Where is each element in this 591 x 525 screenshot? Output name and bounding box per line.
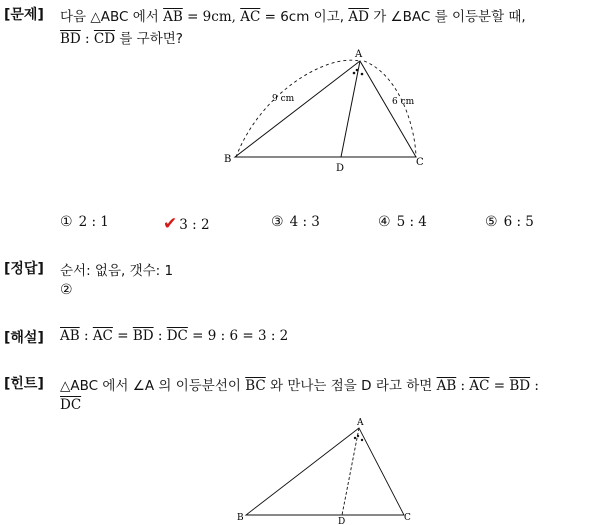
problem-label: [문제] — [4, 7, 44, 23]
problem-line-2: $\overline{BD}$ : $\overline{CD}$ 를 구하면? — [60, 31, 183, 47]
checkmark-icon: ✔ — [163, 214, 178, 234]
hint-point-d-label: D — [338, 517, 346, 525]
point-d-label: D — [336, 163, 345, 174]
solution-label: [해설] — [4, 330, 44, 346]
hint-vertex-c-label: C — [404, 513, 411, 523]
answer-label: [정답] — [4, 261, 44, 277]
triangle-figure-problem — [220, 44, 430, 174]
triangle-figure-hint — [232, 414, 418, 525]
hint-line-2: $\overline{DC}$ — [60, 397, 82, 413]
solution-text: $\overline{AB}$ : $\overline{AC} = \overline{BD}$ : $\overline{DC} = 9$ : 6 = 3 : 2 — [60, 328, 289, 344]
choice-2[interactable]: ✔ 3 : 2 — [163, 214, 210, 234]
choice-5[interactable]: ⑤ 6 : 5 — [485, 214, 534, 230]
choice-1[interactable]: ① 2 : 1 — [60, 214, 109, 230]
hint-vertex-b-label: B — [237, 513, 244, 523]
vertex-a-label: A — [355, 49, 363, 60]
hint-vertex-a-label: A — [357, 418, 364, 428]
vertex-b-label: B — [224, 154, 232, 165]
problem-line-1: 다음 △ABC 에서 $\overline{AB} = 9cm$, $\overline{AC} = 6cm$ 이고, $\overline{AD}$ 가 ∠BAC 를 이등분할 때, — [60, 9, 526, 25]
side-ab-length: 9 cm — [272, 94, 295, 104]
answer-order-count: 순서: 없음, 갯수: 1 — [60, 263, 174, 279]
choice-3[interactable]: ③ 4 : 3 — [271, 214, 320, 230]
hint-label: [힌트] — [4, 376, 44, 392]
vertex-c-label: C — [416, 157, 424, 168]
side-ac-length: 6 cm — [392, 97, 415, 107]
answer-value: ② — [60, 282, 73, 298]
hint-line-1: △ABC 에서 ∠A 의 이등분선이 $\overline{BC}$ 와 만나는 점을 D 라고 하면 $\overline{AB}$ : $\overline{AC} = \overline{BD}$ : — [60, 378, 539, 394]
choice-4[interactable]: ④ 5 : 4 — [378, 214, 427, 230]
